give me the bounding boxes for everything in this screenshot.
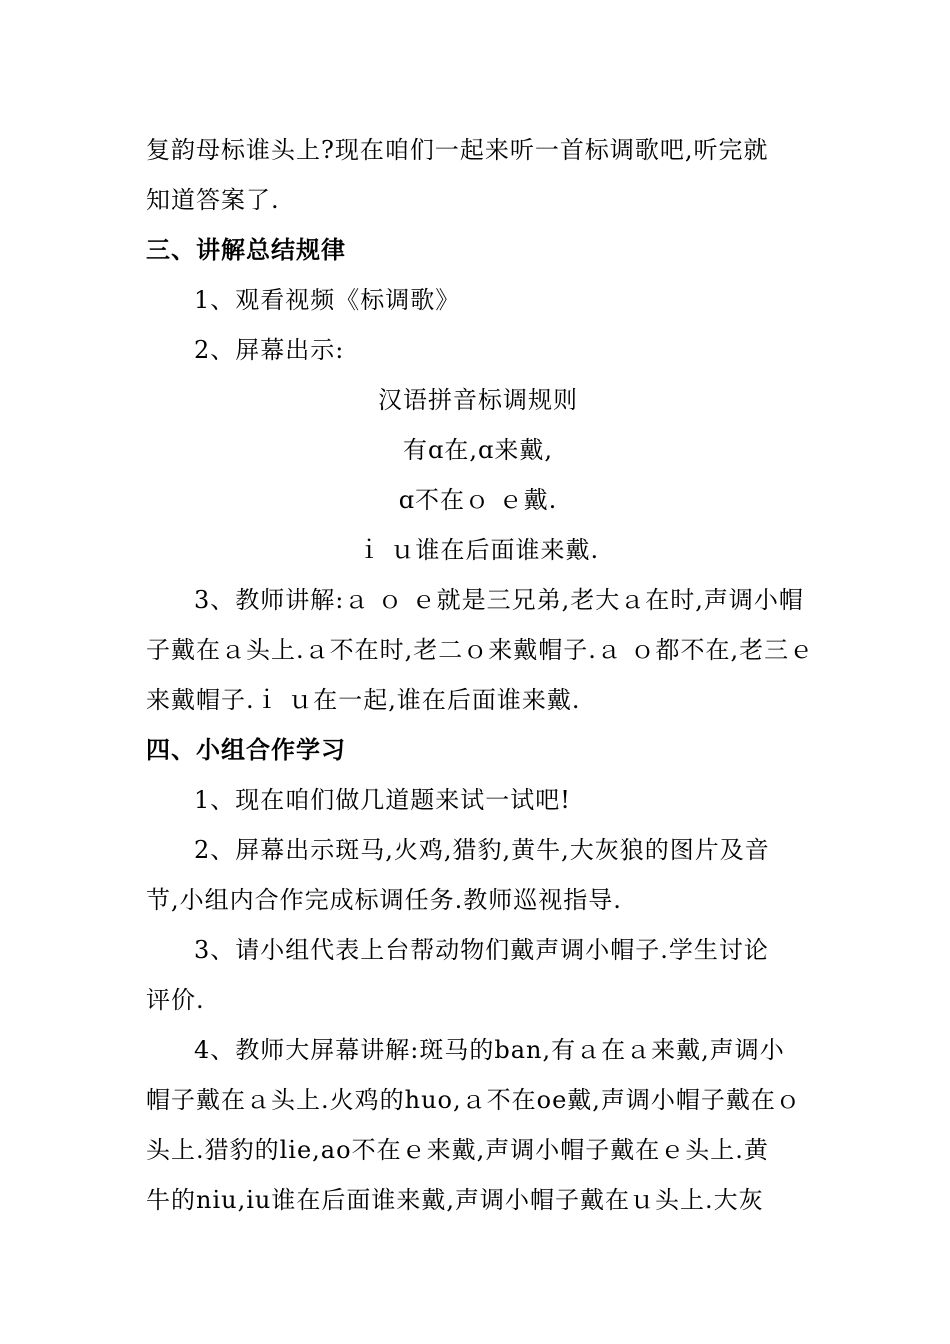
section-3-item-3-line-2: 子戴在ａ头上.ａ不在时,老二ｏ来戴帽子.ａ ｏ都不在,老三ｅ: [146, 636, 815, 664]
section-4-item-4-line-4: 牛的niu,iu谁在后面谁来戴,声调小帽子戴在ｕ头上.大灰: [146, 1186, 764, 1214]
section-4-item-3-line-1: 3、请小组代表上台帮动物们戴声调小帽子.学生讨论: [194, 936, 769, 964]
intro-line-2: 知道答案了.: [146, 186, 280, 214]
section-4-item-3-line-2: 评价.: [146, 986, 205, 1014]
section-4-item-4-line-3: 头上.猎豹的lie,ao不在ｅ来戴,声调小帽子戴在ｅ头上.黄: [146, 1136, 769, 1164]
section-3-item-3-line-3: 来戴帽子.ｉ ｕ在一起,谁在后面谁来戴.: [146, 686, 581, 714]
intro-line-1: 复韵母标谁头上?现在咱们一起来听一首标调歌吧,听完就: [146, 136, 769, 164]
section-3-item-2: 2、屏幕出示:: [194, 336, 345, 364]
section-3-item-1: 1、观看视频《标调歌》: [194, 286, 461, 314]
rule-line-2: ɑ不在ｏ ｅ戴.: [398, 486, 558, 514]
section-4-heading: 四、小组合作学习: [146, 735, 346, 764]
rule-line-3: ｉ ｕ谁在后面谁来戴.: [356, 536, 600, 564]
section-3-item-3-line-1: 3、教师讲解:ａ ｏ ｅ就是三兄弟,老大ａ在时,声调小帽: [194, 586, 804, 614]
rule-line-1: 有ɑ在,ɑ来戴,: [403, 436, 553, 464]
rule-title: 汉语拼音标调规则: [378, 386, 578, 414]
section-4-item-4-line-2: 帽子戴在ａ头上.火鸡的huo,ａ不在oe戴,声调小帽子戴在ｏ: [146, 1086, 801, 1114]
section-4-item-1: 1、现在咱们做几道题来试一试吧!: [194, 786, 571, 814]
section-3-heading: 三、讲解总结规律: [146, 235, 346, 264]
section-4-item-2-line-2: 节,小组内合作完成标调任务.教师巡视指导.: [146, 886, 622, 914]
section-4-item-2-line-1: 2、屏幕出示斑马,火鸡,猎豹,黄牛,大灰狼的图片及音: [194, 836, 770, 864]
section-4-item-4-line-1: 4、教师大屏幕讲解:斑马的ban,有ａ在ａ来戴,声调小: [194, 1036, 785, 1064]
